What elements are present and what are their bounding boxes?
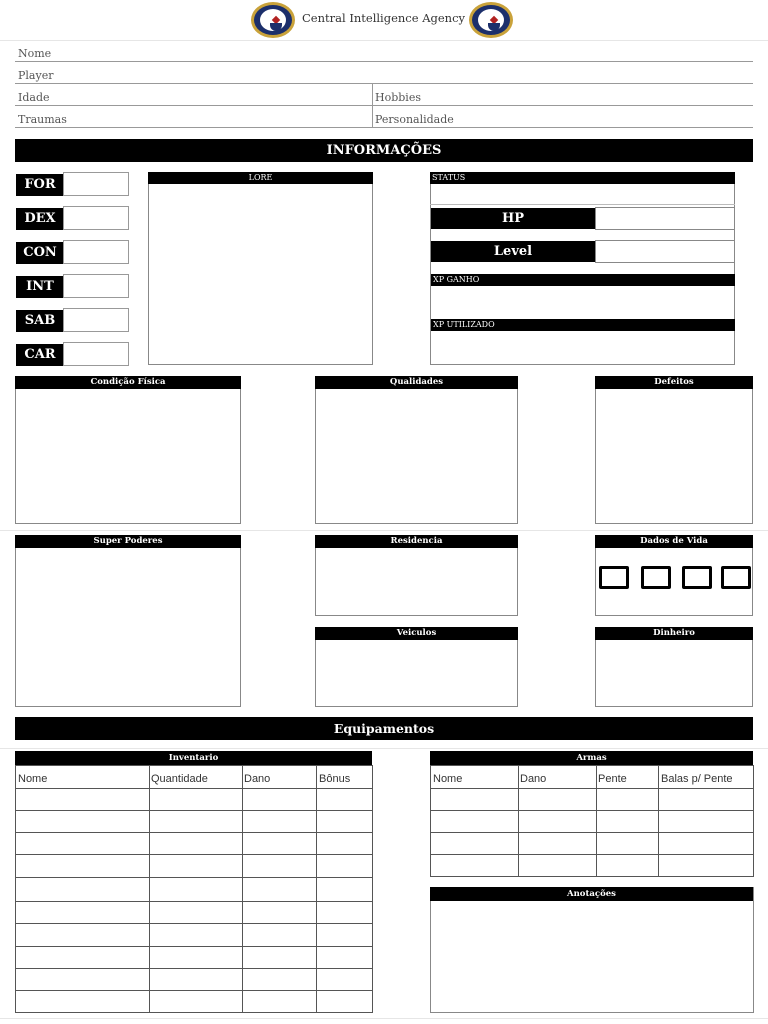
inventory-col-divider	[242, 766, 243, 1012]
attr-int-input[interactable]	[63, 274, 129, 298]
inventory-col-bonus: Bônus	[319, 773, 351, 785]
personality-label: Personalidade	[375, 113, 454, 126]
super-powers-box[interactable]	[15, 535, 241, 707]
lore-label: LORE	[148, 172, 373, 184]
status-label: STATUS	[430, 172, 735, 184]
grid-line	[0, 748, 768, 749]
agency-name: Central Intelligence Agency	[302, 11, 466, 25]
player-label: Player	[18, 69, 54, 82]
age-hobbies-line[interactable]	[15, 105, 753, 106]
grid-line	[0, 530, 768, 531]
flaws-box[interactable]	[595, 376, 753, 524]
notes-box[interactable]	[430, 887, 754, 1013]
attr-for-input[interactable]	[63, 172, 129, 196]
life-dice-label: Dados de Vida	[595, 535, 753, 548]
age-label: Idade	[18, 91, 50, 104]
attr-dex-input[interactable]	[63, 206, 129, 230]
life-die-2[interactable]	[641, 566, 671, 589]
inventory-col-quantity: Quantidade	[151, 773, 208, 785]
hobbies-label: Hobbies	[375, 91, 421, 104]
inventory-row-line	[16, 832, 372, 833]
weapons-col-rounds: Balas p/ Pente	[661, 773, 733, 785]
cia-seal-right-icon	[469, 2, 513, 38]
inventory-table	[15, 765, 373, 1013]
attr-dex-label: DEX	[16, 208, 64, 230]
weapons-row-line	[431, 810, 753, 811]
inventory-row-line	[16, 923, 372, 924]
xp-gained-input[interactable]	[431, 286, 735, 319]
hp-label: HP	[431, 208, 595, 229]
inventory-row-line	[16, 990, 372, 991]
name-label: Nome	[18, 47, 52, 60]
status-divider	[430, 204, 735, 205]
traumas-label: Traumas	[18, 113, 67, 126]
inventory-col-divider	[149, 766, 150, 1012]
attr-sab-label: SAB	[16, 310, 64, 332]
life-die-3[interactable]	[682, 566, 712, 589]
grid-line	[0, 40, 768, 41]
inventory-col-divider	[316, 766, 317, 1012]
lore-box[interactable]	[148, 172, 373, 365]
attr-int-label: INT	[16, 276, 64, 298]
player-field-line[interactable]	[15, 83, 753, 84]
weapons-title: Armas	[430, 751, 753, 765]
attr-car-label: CAR	[16, 344, 64, 366]
weapons-col-magazine: Pente	[598, 773, 627, 785]
inventory-row-line	[16, 946, 372, 947]
inventory-title: Inventario	[15, 751, 372, 765]
weapons-col-divider	[658, 766, 659, 876]
weapons-row-line	[431, 788, 753, 789]
identity-divider	[372, 84, 373, 128]
flaws-label: Defeitos	[595, 376, 753, 389]
xp-used-label: XP UTILIZADO	[431, 319, 735, 331]
inventory-col-damage: Dano	[244, 773, 271, 785]
inventory-row-line	[16, 788, 372, 789]
residence-label: Residencia	[315, 535, 518, 548]
grid-line	[0, 1018, 768, 1019]
weapons-row-line	[431, 854, 753, 855]
attr-con-label: CON	[16, 242, 64, 264]
inventory-row-line	[16, 901, 372, 902]
physical-condition-label: Condição Física	[15, 376, 241, 389]
qualities-box[interactable]	[315, 376, 518, 524]
cia-seal-left-icon	[251, 2, 295, 38]
super-powers-label: Super Poderes	[15, 535, 241, 548]
equipment-title: Equipamentos	[15, 717, 753, 740]
inventory-row-line	[16, 968, 372, 969]
weapons-col-divider	[596, 766, 597, 876]
name-field-line[interactable]	[15, 61, 753, 62]
hp-input[interactable]	[595, 207, 735, 230]
traumas-personality-line[interactable]	[15, 127, 753, 128]
weapons-table	[430, 765, 754, 877]
xp-gained-label: XP GANHO	[431, 274, 735, 286]
weapons-col-damage: Dano	[520, 773, 547, 785]
inventory-col-name: Nome	[18, 773, 48, 785]
attr-con-input[interactable]	[63, 240, 129, 264]
attr-for-label: FOR	[16, 174, 64, 196]
inventory-row-line	[16, 877, 372, 878]
life-die-1[interactable]	[599, 566, 629, 589]
qualities-label: Qualidades	[315, 376, 518, 389]
inventory-row-line	[16, 854, 372, 855]
level-label: Level	[431, 241, 595, 262]
vehicles-label: Veiculos	[315, 627, 518, 640]
informacoes-title: INFORMAÇÕES	[15, 139, 753, 162]
inventory-row-line	[16, 810, 372, 811]
attr-car-input[interactable]	[63, 342, 129, 366]
life-die-4[interactable]	[721, 566, 751, 589]
xp-used-input[interactable]	[431, 331, 735, 364]
weapons-row-line	[431, 832, 753, 833]
notes-label: Anotações	[430, 887, 753, 901]
weapons-col-name: Nome	[433, 773, 463, 785]
money-label: Dinheiro	[595, 627, 753, 640]
weapons-col-divider	[518, 766, 519, 876]
level-input[interactable]	[595, 240, 735, 263]
physical-condition-box[interactable]	[15, 376, 241, 524]
attr-sab-input[interactable]	[63, 308, 129, 332]
